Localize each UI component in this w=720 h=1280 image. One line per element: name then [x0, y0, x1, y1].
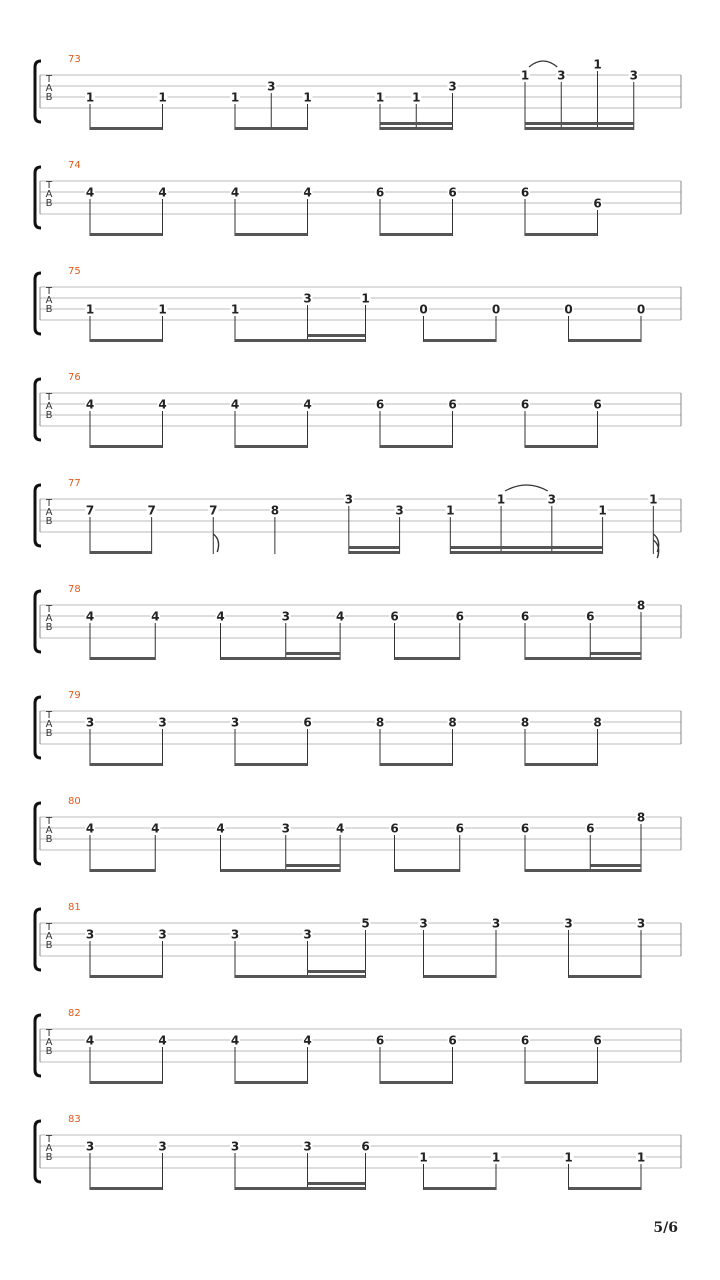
- measure-number: 83: [68, 1114, 81, 1125]
- fret-number: 4: [335, 821, 345, 836]
- fret-number: 6: [520, 185, 530, 200]
- fret-number: 3: [395, 503, 404, 518]
- tab-clef-letter: T: [45, 74, 53, 85]
- fret-number: 4: [158, 185, 167, 200]
- fret-number: 7: [209, 503, 218, 518]
- beam-secondary: [308, 970, 366, 973]
- fret-number: 1: [446, 503, 455, 518]
- beam: [395, 869, 460, 872]
- fret-number: 5: [361, 916, 370, 931]
- beam: [525, 763, 598, 766]
- fret-number: 6: [455, 821, 464, 836]
- measure-number: 81: [68, 902, 81, 913]
- beam: [90, 551, 152, 554]
- tab-clef-letter: A: [45, 613, 53, 624]
- tab-clef-letter: B: [45, 940, 53, 951]
- tab-system: [35, 266, 681, 342]
- tab-system: [35, 1114, 681, 1190]
- tab-clef-letter: A: [45, 1143, 53, 1154]
- tab-system: [35, 902, 681, 978]
- beam: [90, 339, 163, 342]
- beam: [525, 445, 598, 448]
- tab-clef-letter: T: [45, 604, 53, 615]
- fret-number: 6: [448, 397, 457, 412]
- beam: [525, 127, 634, 130]
- beam: [424, 1187, 497, 1190]
- beam: [349, 551, 400, 554]
- measure-number: 78: [68, 584, 81, 595]
- tab-clef-letter: A: [45, 825, 53, 836]
- beam: [525, 233, 598, 236]
- beam-secondary: [450, 546, 602, 549]
- tab-clef-letter: T: [45, 286, 53, 297]
- fret-number: 4: [216, 609, 225, 624]
- measure-number: 73: [68, 54, 81, 65]
- tab-system: [35, 1008, 681, 1084]
- fret-number: 6: [593, 397, 602, 412]
- tab-clef-letter: B: [45, 198, 53, 209]
- beam: [380, 1081, 453, 1084]
- fret-number: 3: [303, 927, 312, 942]
- fret-number: 8: [448, 715, 457, 730]
- fret-number: 6: [586, 609, 595, 624]
- fret-number: 6: [375, 185, 385, 200]
- fret-number: 1: [158, 302, 167, 317]
- fret-number: 3: [267, 79, 276, 94]
- fret-number: 4: [85, 609, 95, 624]
- tab-clef-letter: A: [45, 295, 53, 306]
- fret-number: 3: [158, 715, 167, 730]
- fret-number: 4: [303, 397, 312, 412]
- fret-number: 1: [636, 1150, 646, 1165]
- fret-number: 4: [230, 185, 240, 200]
- fret-number: 4: [85, 397, 95, 412]
- fret-number: 6: [390, 609, 399, 624]
- note-flag: [213, 534, 218, 552]
- fret-number: 3: [344, 492, 354, 507]
- tab-clef-letter: A: [45, 507, 53, 518]
- fret-number: 3: [230, 927, 240, 942]
- fret-number: 6: [448, 185, 457, 200]
- fret-number: 4: [85, 821, 95, 836]
- beam: [380, 233, 453, 236]
- beam-secondary: [525, 122, 634, 125]
- fret-number: 1: [491, 1150, 501, 1165]
- tab-clef-letter: T: [45, 1028, 53, 1039]
- tab-system: [35, 160, 681, 236]
- fret-number: 4: [158, 397, 167, 412]
- beam: [308, 975, 366, 978]
- beam: [90, 127, 163, 130]
- beam: [235, 233, 308, 236]
- tab-clef-letter: B: [45, 834, 53, 845]
- beam: [90, 975, 163, 978]
- measure-number: 80: [68, 796, 81, 807]
- beam: [450, 551, 602, 554]
- beam: [235, 1081, 308, 1084]
- fret-number: 3: [85, 927, 95, 942]
- beam: [424, 339, 497, 342]
- fret-number: 8: [593, 715, 602, 730]
- measure-number: 74: [68, 160, 81, 171]
- beam: [380, 763, 453, 766]
- fret-number: 4: [335, 609, 345, 624]
- beam: [90, 763, 163, 766]
- beam: [90, 445, 163, 448]
- beam: [424, 975, 497, 978]
- tab-clef-letter: A: [45, 189, 53, 200]
- tab-clef-letter: B: [45, 1152, 53, 1163]
- fret-number: 3: [547, 492, 557, 507]
- measure-number: 75: [68, 266, 81, 277]
- fret-number: 4: [230, 1033, 240, 1048]
- fret-number: 1: [230, 90, 240, 105]
- tab-system: [35, 372, 681, 448]
- beam: [286, 869, 340, 872]
- beam: [380, 445, 453, 448]
- fret-number: 6: [390, 821, 399, 836]
- tab-clef-letter: A: [45, 719, 53, 730]
- beam: [590, 869, 641, 872]
- fret-number: 4: [158, 1033, 167, 1048]
- fret-number: 8: [636, 810, 646, 825]
- fret-number: 4: [303, 1033, 312, 1048]
- tab-clef-letter: T: [45, 498, 53, 509]
- beam: [590, 657, 641, 660]
- beam: [569, 975, 642, 978]
- fret-number: 1: [419, 1150, 428, 1165]
- beam: [235, 445, 308, 448]
- beam: [235, 763, 308, 766]
- fret-number: 3: [419, 916, 428, 931]
- fret-number: 3: [303, 291, 312, 306]
- fret-number: 4: [230, 397, 240, 412]
- beam-secondary: [308, 334, 366, 337]
- fret-number: 3: [158, 1139, 167, 1154]
- fret-number: 6: [593, 196, 602, 211]
- fret-number: 4: [151, 821, 160, 836]
- tab-clef-letter: B: [45, 728, 53, 739]
- beam: [90, 1187, 163, 1190]
- tab-system: [35, 54, 681, 130]
- tab-clef-letter: B: [45, 1046, 53, 1057]
- tab-clef-letter: A: [45, 1037, 53, 1048]
- fret-number: 6: [455, 609, 464, 624]
- tab-system: [35, 796, 681, 872]
- fret-number: 6: [593, 1033, 602, 1048]
- fret-number: 1: [230, 302, 240, 317]
- fret-number: 8: [520, 715, 530, 730]
- fret-number: 8: [636, 598, 646, 613]
- tie: [505, 485, 548, 491]
- fret-number: 3: [636, 916, 646, 931]
- beam-secondary: [380, 122, 453, 125]
- fret-number: 6: [520, 397, 530, 412]
- measure-number: 76: [68, 372, 81, 383]
- fret-number: 6: [375, 1033, 385, 1048]
- fret-number: 6: [520, 1033, 530, 1048]
- beam: [90, 869, 155, 872]
- tab-system: [35, 690, 681, 766]
- tab-clef-letter: B: [45, 622, 53, 633]
- fret-number: 4: [85, 185, 95, 200]
- beam: [90, 657, 155, 660]
- fret-number: 1: [564, 1150, 573, 1165]
- beam: [395, 657, 460, 660]
- tab-clef-letter: T: [45, 1134, 53, 1145]
- beam: [308, 339, 366, 342]
- beam: [525, 1081, 598, 1084]
- fret-number: 0: [491, 302, 501, 317]
- fret-number: 3: [158, 927, 167, 942]
- tab-clef-letter: A: [45, 401, 53, 412]
- fret-number: 6: [303, 715, 312, 730]
- tab-clef-letter: A: [45, 83, 53, 94]
- fret-number: 8: [270, 503, 280, 518]
- tab-clef-letter: B: [45, 92, 53, 103]
- fret-number: 6: [448, 1033, 457, 1048]
- fret-number: 6: [361, 1139, 370, 1154]
- fret-number: 0: [564, 302, 573, 317]
- fret-number: 4: [85, 1033, 95, 1048]
- fret-number: 0: [636, 302, 646, 317]
- beam: [90, 233, 163, 236]
- fret-number: 3: [564, 916, 573, 931]
- fret-number: 3: [629, 68, 638, 83]
- fret-number: 8: [375, 715, 385, 730]
- tab-clef-letter: T: [45, 922, 53, 933]
- tie: [529, 61, 557, 67]
- fret-number: 1: [520, 68, 530, 83]
- fret-number: 1: [375, 90, 385, 105]
- fret-number: 3: [230, 1139, 240, 1154]
- beam-secondary: [590, 864, 641, 867]
- fret-number: 6: [586, 821, 595, 836]
- fret-number: 3: [557, 68, 566, 83]
- beam-secondary: [349, 546, 400, 549]
- fret-number: 3: [281, 821, 290, 836]
- measure-number: 79: [68, 690, 81, 701]
- tab-clef-letter: T: [45, 710, 53, 721]
- fret-number: 1: [303, 90, 312, 105]
- fret-number: 3: [230, 715, 240, 730]
- fret-number: 0: [419, 302, 428, 317]
- fret-number: 6: [375, 397, 385, 412]
- fret-number: 1: [598, 503, 607, 518]
- beam: [90, 1081, 163, 1084]
- fret-number: 3: [85, 1139, 95, 1154]
- beam: [569, 1187, 642, 1190]
- fret-number: 1: [412, 90, 421, 105]
- tab-clef-letter: B: [45, 516, 53, 527]
- fret-number: 7: [147, 503, 156, 518]
- fret-number: 3: [85, 715, 95, 730]
- fret-number: 3: [491, 916, 501, 931]
- measure-number: 77: [68, 478, 81, 489]
- fret-number: 1: [85, 302, 95, 317]
- tab-clef-letter: B: [45, 304, 53, 315]
- fret-number: 3: [281, 609, 290, 624]
- beam-secondary: [590, 652, 641, 655]
- tab-system: [35, 584, 681, 660]
- beam-secondary: [286, 864, 340, 867]
- fret-number: 1: [649, 492, 658, 507]
- beam-secondary: [286, 652, 340, 655]
- beam: [569, 339, 642, 342]
- fret-number: 7: [85, 503, 95, 518]
- fret-number: 4: [303, 185, 312, 200]
- measure-number: 82: [68, 1008, 81, 1019]
- fret-number: 6: [520, 821, 530, 836]
- tab-clef-letter: T: [45, 816, 53, 827]
- beam-secondary: [308, 1182, 366, 1185]
- page-number: 5/6: [653, 1220, 678, 1236]
- fret-number: 1: [158, 90, 167, 105]
- fret-number: 4: [216, 821, 225, 836]
- fret-number: 3: [448, 79, 457, 94]
- beam: [308, 1187, 366, 1190]
- fret-number: 1: [593, 57, 602, 72]
- beam: [286, 657, 340, 660]
- beam: [235, 127, 308, 130]
- fret-number: 3: [303, 1139, 312, 1154]
- tab-system: [35, 478, 681, 558]
- fret-number: 6: [520, 609, 530, 624]
- tab-clef-letter: T: [45, 392, 53, 403]
- tab-clef-letter: T: [45, 180, 53, 191]
- fret-number: 4: [151, 609, 160, 624]
- fret-number: 1: [361, 291, 370, 306]
- fret-number: 1: [85, 90, 95, 105]
- beam: [380, 127, 453, 130]
- tab-clef-letter: B: [45, 410, 53, 421]
- fret-number: 1: [496, 492, 506, 507]
- tab-clef-letter: A: [45, 931, 53, 942]
